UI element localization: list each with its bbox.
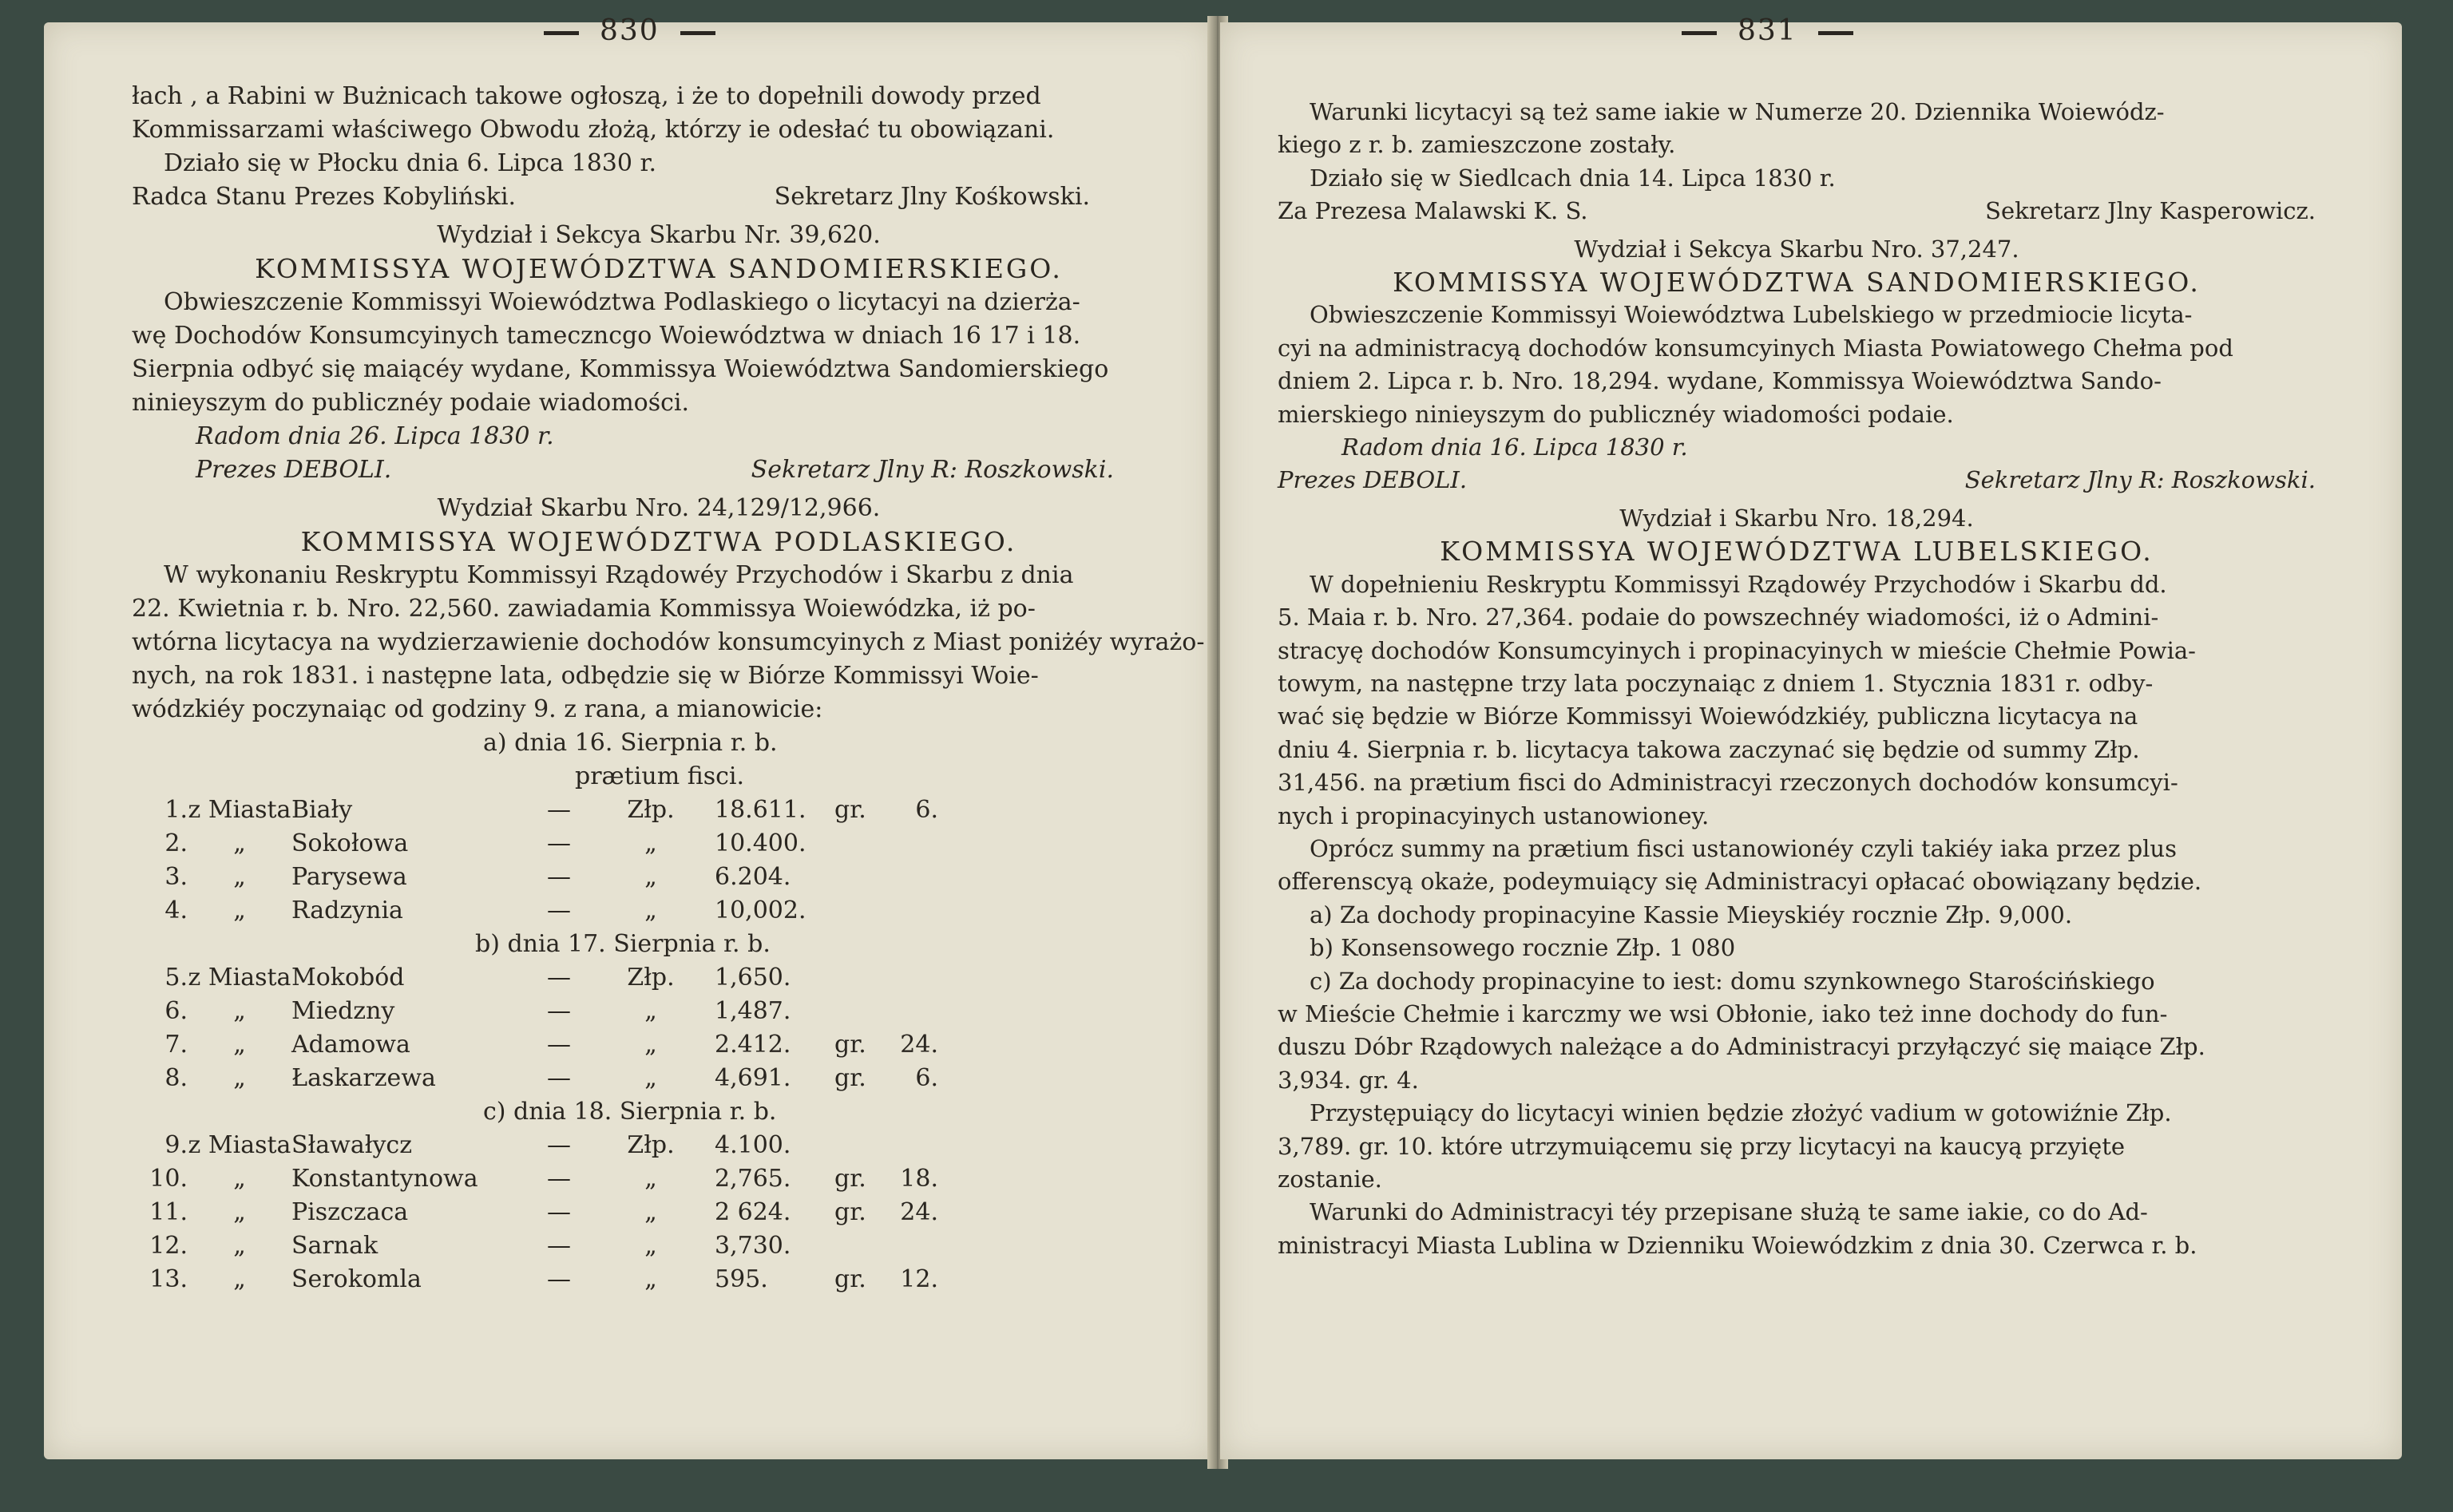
section-ref: Wydział i Skarbu Nro. 18,294. [1619, 504, 1974, 532]
text-line: duszu Dóbr Rządowych należące a do Administracyi przyłączyć się maiące Złp. [1278, 1033, 2205, 1061]
text-line: Przystępuiący do licytacyi winien będzie złożyć vadium w gotowiźnie Złp. [1310, 1099, 2172, 1127]
text-line: 5. Maia r. b. Nro. 27,364. podaie do powszechnéy wiadomości, iż o Admini- [1278, 604, 2159, 631]
text-line: 31,456. na prætium fisci do Administracyi rzeczonych dochodów konsumcyi- [1278, 769, 2178, 797]
table-row: 10. „ Konstantynowa — „ 2,765. gr. 18. [149, 1165, 938, 1193]
section-title: KOMMISSYA WOJEWÓDZTWA SANDOMIERSKIEGO. [255, 253, 1063, 284]
text-line: ministracyi Miasta Lublina w Dzienniku Woiewódzkim z dnia 30. Czerwca r. b. [1278, 1231, 2197, 1259]
text-line: wać się będzie w Biórze Kommissyi Woiewódzkiéy, publiczna licytacya na [1278, 703, 2138, 730]
text-line: Sierpnia odbyć się maiącéy wydane, Kommissya Woiewództwa Sandomierskiego [132, 355, 1109, 383]
table-row: 9. z Miasta Sławałycz — Złp. 4.100. [164, 1131, 791, 1159]
text-line: W dopełnieniu Reskryptu Kommissyi Rządowéy Przychodów i Skarbu dd. [1310, 570, 2167, 598]
text-line: wódzkiéy poczynaiąc od godziny 9. z rana, a mianowicie: [132, 695, 823, 723]
page-number-left: 830 [523, 14, 736, 47]
text-line: Warunki do Administracyi téy przepisane służą te same iakie, co do Ad- [1310, 1198, 2148, 1226]
table-row: 12. „ Sarnak — „ 3,730. [149, 1232, 791, 1260]
section-title: KOMMISSYA WOJEWÓDZTWA PODLASKIEGO. [300, 526, 1017, 557]
table-row: 2. „ Sokołowa — „ 10.400. [164, 829, 806, 857]
section-ref: Wydział Skarbu Nro. 24,129/12,966. [437, 494, 881, 522]
dated-line: Działo się w Siedlcach dnia 14. Lipca 1830 r. [1310, 164, 1836, 192]
dated-line: Działo się w Płocku dnia 6. Lipca 1830 r. [164, 149, 657, 177]
signature-line: Za Prezesa Malawski K. S. Sekretarz Jlny Kasperowicz. [1278, 197, 2316, 225]
table-row: 13. „ Serokomla — „ 595. gr. 12. [149, 1265, 938, 1293]
list-item: b) Konsensowego rocznie Złp. 1 080 [1310, 934, 1736, 962]
text-line: 22. Kwietnia r. b. Nro. 22,560. zawiadamia Kommissya Woiewódzka, iż po- [132, 595, 1036, 623]
text-line: mierskiego ninieyszym do publicznéy wiadomości podaie. [1278, 400, 1954, 428]
text-line: W wykonaniu Reskryptu Kommissyi Rządowéy Przychodów i Skarbu z dnia [164, 561, 1074, 589]
table-row: 4. „ Radzynia — „ 10,002. [164, 897, 806, 924]
table-row: 5. z Miasta Mokobód — Złp. 1,650. [164, 964, 791, 992]
text-line: stracyę dochodów Konsumcyinych i propinacyinych w mieście Chełmie Powia- [1278, 636, 2196, 664]
signature-line: Radca Stanu Prezes Kobyliński. Sekretarz Jlny Kośkowski. [132, 183, 1090, 211]
signature-line: Prezes DEBOLI. Sekretarz Jlny R: Roszkowski. [1278, 466, 2316, 494]
pretium-label: prætium fisci. [575, 762, 745, 790]
table-row: 7. „ Adamowa — „ 2.412. gr. 24. [164, 1031, 938, 1059]
section-ref: Wydział i Sekcya Skarbu Nro. 37,247. [1574, 235, 2019, 263]
text-line: 3,789. gr. 10. które utrzymuiącemu się przy licytacyi na kaucyą przyięte [1278, 1132, 2126, 1160]
text-line: w Mieście Chełmie i karczmy we wsi Obłonie, iako też inne dochody do fun- [1278, 999, 2168, 1027]
text-line: offerenscyą okaże, podeymuiący się Administracyi opłacać obowiązany będzie. [1278, 868, 2202, 896]
table-row: 3. „ Parysewa — „ 6.204. [164, 863, 791, 891]
date-subheading: c) dnia 18. Sierpnia r. b. [483, 1098, 777, 1126]
place-date: Radom dnia 26. Lipca 1830 r. [196, 422, 554, 450]
table-row: 8. „ Łaskarzewa — „ 4,691. gr. 6. [164, 1064, 938, 1092]
section-title: KOMMISSYA WOJEWÓDZTWA SANDOMIERSKIEGO. [1393, 267, 2201, 299]
text-line: ninieyszym do publicznéy podaie wiadomości. [132, 389, 690, 417]
right-page-text [1278, 96, 2316, 1262]
page-number-right: 831 [1661, 14, 1874, 47]
date-subheading: b) dnia 17. Sierpnia r. b. [475, 930, 771, 958]
text-line: wę Dochodów Konsumcyinych tameczncgo Woiewództwa w dniach 16 17 i 18. [132, 322, 1081, 350]
text-line: Oprócz summy na prætium fisci ustanowionéy czyli takiéy iaka przez plus [1310, 834, 2177, 862]
text-line: towym, na następne trzy lata poczynaiąc z dniem 1. Stycznia 1831 r. odby- [1278, 669, 2154, 697]
text-line: zostanie. [1278, 1166, 1382, 1193]
text-line: Warunki licytacyi są też same iakie w Numerze 20. Dziennika Woiewódz- [1310, 98, 2165, 125]
table-row: 11. „ Piszczaca — „ 2 624. gr. 24. [149, 1198, 938, 1226]
text-line: Kommissarzami właściwego Obwodu złożą, którzy ie odesłać tu obowiązani. [132, 116, 1055, 144]
text-line: Obwieszczenie Kommissyi Woiewództwa Lubelskiego w przedmiocie licyta- [1310, 301, 2193, 329]
text-line: nych, na rok 1831. i następne lata, odbędzie się w Biórze Kommissyi Woie- [132, 662, 1039, 690]
section-ref: Wydział i Sekcya Skarbu Nr. 39,620. [437, 221, 881, 249]
table-row: 1. z Miasta Biały — Złp. 18.611. gr. 6. [164, 796, 938, 824]
date-subheading: a) dnia 16. Sierpnia r. b. [483, 729, 778, 757]
list-item: a) Za dochody propinacyine Kassie Mieyskiéy rocznie Złp. 9,000. [1310, 900, 2073, 928]
text-line: dniu 4. Sierpnia r. b. licytacya takowa zaczynać się będzie od summy Złp. [1278, 735, 2140, 763]
text-line: kiego z r. b. zamieszczone zostały. [1278, 131, 1676, 159]
signature-line: Prezes DEBOLI. Sekretarz Jlny R: Roszkowski. [196, 456, 1114, 484]
place-date: Radom dnia 16. Lipca 1830 r. [1341, 433, 1688, 461]
text-line: cyi na administracyą dochodów konsumcyinych Miasta Powiatowego Chełma pod [1278, 334, 2233, 362]
text-line: nych i propinacyinych ustanowioney. [1278, 802, 1710, 829]
text-line: 3,934. gr. 4. [1278, 1066, 1419, 1094]
text-line: dniem 2. Lipca r. b. Nro. 18,294. wydane, Kommissya Woiewództwa Sando- [1278, 367, 2162, 395]
text-line: Obwieszczenie Kommissyi Woiewództwa Podlaskiego o licytacyi na dzierża- [164, 288, 1080, 316]
table-row: 6. „ Miedzny — „ 1,487. [164, 997, 791, 1025]
text-line: łach , a Rabini w Bużnicach takowe ogłoszą, i że to dopełnili dowody przed [132, 82, 1041, 110]
section-title: KOMMISSYA WOJEWÓDZTWA LUBELSKIEGO. [1440, 536, 2154, 568]
text-line: wtórna licytacya na wydzierzawienie dochodów konsumcyinych z Miast poniżéy wyrażo- [132, 628, 1205, 656]
left-page-text [132, 80, 1205, 1296]
text-line: c) Za dochody propinacyine to iest: domu szynkownego Starościńskiego [1310, 967, 2155, 995]
